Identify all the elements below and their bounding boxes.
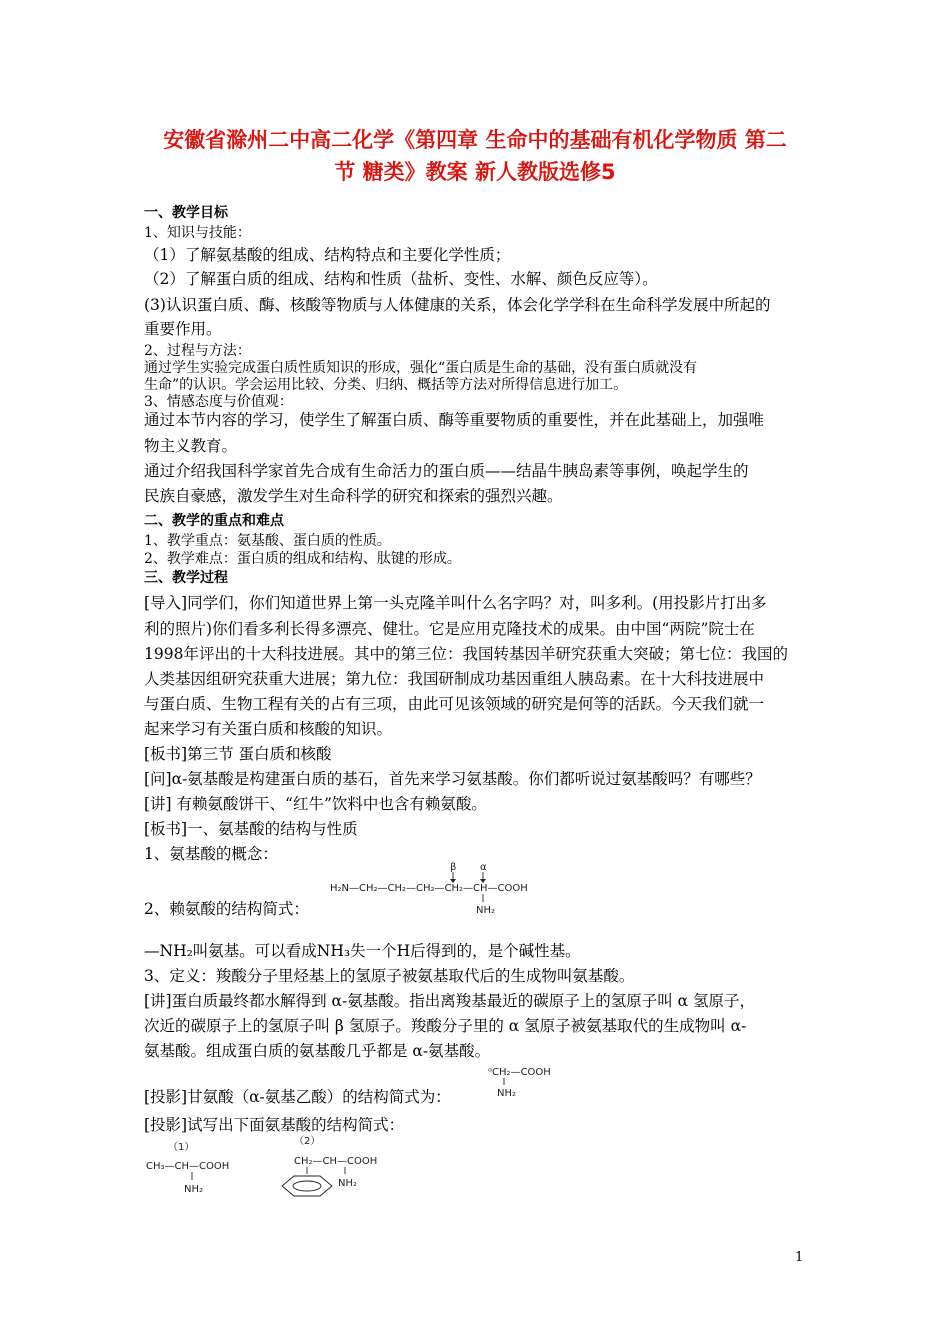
- benzene-inner-circle: [293, 1181, 321, 1191]
- glycine-nh2: NH₂: [497, 1088, 517, 1099]
- emotion-heading: 3、情感态度与价值观：: [144, 394, 293, 410]
- section-2-heading: 二、教学的重点和难点: [144, 513, 284, 529]
- exercise-2-structure: [272, 1132, 412, 1202]
- knowledge-item-3a: (3)认识蛋白质、酶、核酸等物质与人体健康的关系，体会化学学科在生命科学发展中所起的: [144, 296, 771, 314]
- process-heading: 2、过程与方法：: [144, 343, 251, 359]
- lysine-label: 2、赖氨酸的结构简式：: [144, 900, 309, 918]
- glycine-chain: ᵅCH₂—COOH: [488, 1067, 551, 1078]
- emotion-text-1a: 通过本节内容的学习，使学生了解蛋白质、酶等重要物质的重要性，并在此基础上，加强唯: [144, 411, 765, 429]
- intro-line-1: [导入]同学们，你们知道世界上第一头克隆羊叫什么名字吗？对，叫多利。(用投影片打出多: [144, 594, 767, 612]
- lysine-nh2: NH₂: [476, 905, 496, 916]
- exercise-1-label: （1）: [168, 1142, 195, 1153]
- beta-label: β: [450, 862, 457, 873]
- question-1: [问]α-氨基酸是构建蛋白质的基石，首先来学习氨基酸。你们都听说过氨基酸吗？有哪些？: [144, 770, 761, 788]
- emotion-text-2b: 民族自豪感，激发学生对生命科学的研究和探索的强烈兴趣。: [144, 487, 563, 505]
- intro-line-5: 与蛋白质、生物工程有关的占有三项，由此可见该领域的研究是何等的活跃。今天我们就一: [144, 695, 765, 713]
- process-text-a: 通过学生实验完成蛋白质性质知识的形成，强化“蛋白质是生命的基础，没有蛋白质就没有: [144, 360, 698, 376]
- intro-line-6: 起来学习有关蛋白质和核酸的知识。: [144, 720, 393, 738]
- process-text-b: 生命”的认识。学会运用比较、分类、归纳、概括等方法对所得信息进行加工。: [144, 377, 628, 393]
- page-number: 1: [795, 1250, 804, 1265]
- document-title: [120, 124, 830, 188]
- board-note-2: [板书]一、氨基酸的结构与性质: [144, 820, 358, 838]
- exercise-2-label: （2）: [294, 1136, 321, 1147]
- section-1-heading: 一、教学目标: [144, 205, 228, 221]
- exercise-1-nh2: NH₂: [184, 1184, 204, 1195]
- knowledge-item-1: （1）了解氨基酸的组成、结构特点和主要化学性质；: [144, 246, 511, 264]
- lysine-structure-diagram: [330, 862, 550, 914]
- knowledge-item-3b: 重要作用。: [144, 320, 222, 338]
- difficulty: 2、教学难点：蛋白质的组成和结构、肽键的形成。: [144, 551, 461, 567]
- lysine-chain: H₂N—CH₂—CH₂—CH₂—CH₂—CH—COOH: [330, 883, 528, 894]
- intro-line-3: 1998年评出的十大科技进展。其中的第三位：我国转基因羊研究获重大突破；第七位：我国的: [144, 645, 788, 663]
- lecture-2b: 次近的碳原子上的氢原子叫 β 氢原子。羧酸分子里的 α 氢原子被氨基取代的生成物叫 α-: [144, 1017, 747, 1035]
- lecture-2a: [讲]蛋白质最终都水解得到 α-氨基酸。指出离羧基最近的碳原子上的氢原子叫 α 氢原子，: [144, 992, 756, 1010]
- board-note-1: [板书]第三节 蛋白质和核酸: [144, 745, 332, 763]
- benzene-ring-icon: [282, 1176, 332, 1196]
- intro-line-4: 人类基因组研究获重大进展；第九位：我国研制成功基因重组人胰岛素。在十大科技进展中: [144, 670, 765, 688]
- lecture-2c: 氨基酸。组成蛋白质的氨基酸几乎都是 α-氨基酸。: [144, 1042, 491, 1060]
- intro-line-2: 利的照片)你们看多利长得多漂亮、健壮。它是应用克隆技术的成果。由中国“两院”院士在: [144, 620, 755, 638]
- key-point: 1、教学重点：氨基酸、蛋白质的性质。: [144, 533, 391, 549]
- glycine-structure-diagram: [488, 1063, 588, 1103]
- title-line-2: 节 糖类》教案 新人教版选修5: [334, 160, 616, 184]
- exercise-label: [投影]试写出下面氨基酸的结构简式：: [144, 1116, 405, 1134]
- exercise-1-structure: [146, 1138, 266, 1196]
- exercise-2-chain: CH₂—CH—COOH: [294, 1156, 378, 1167]
- alpha-label: α: [480, 862, 487, 873]
- emotion-text-2a: 通过介绍我国科学家首先合成有生命活力的蛋白质——结晶牛胰岛素等事例，唤起学生的: [144, 462, 749, 480]
- exercise-2-nh2: NH₂: [338, 1178, 358, 1189]
- glycine-label: [投影]甘氨酸（α-氨基乙酸）的结构简式为：: [144, 1088, 451, 1106]
- section-3-heading: 三、教学过程: [144, 570, 228, 586]
- definition: 3、定义：羧酸分子里烃基上的氢原子被氨基取代后的生成物叫氨基酸。: [144, 967, 635, 985]
- exercise-1-chain: CH₃—CH—COOH: [146, 1161, 230, 1172]
- lecture-1: [讲] 有赖氨酸饼干、“红牛”饮料中也含有赖氨酸。: [144, 795, 487, 813]
- concept-heading: 1、氨基酸的概念：: [144, 845, 278, 863]
- amino-group-note: —NH₂叫氨基。可以看成NH₃失一个H后得到的，是个碱性基。: [144, 942, 581, 960]
- title-line-1: 安徽省滁州二中高二化学《第四章 生命中的基础有机化学物质 第二: [163, 128, 787, 152]
- emotion-text-1b: 物主义教育。: [144, 437, 238, 455]
- knowledge-heading: 1、知识与技能：: [144, 225, 251, 241]
- knowledge-item-2: （2）了解蛋白质的组成、结构和性质（盐析、变性、水解、颜色反应等）。: [144, 270, 658, 288]
